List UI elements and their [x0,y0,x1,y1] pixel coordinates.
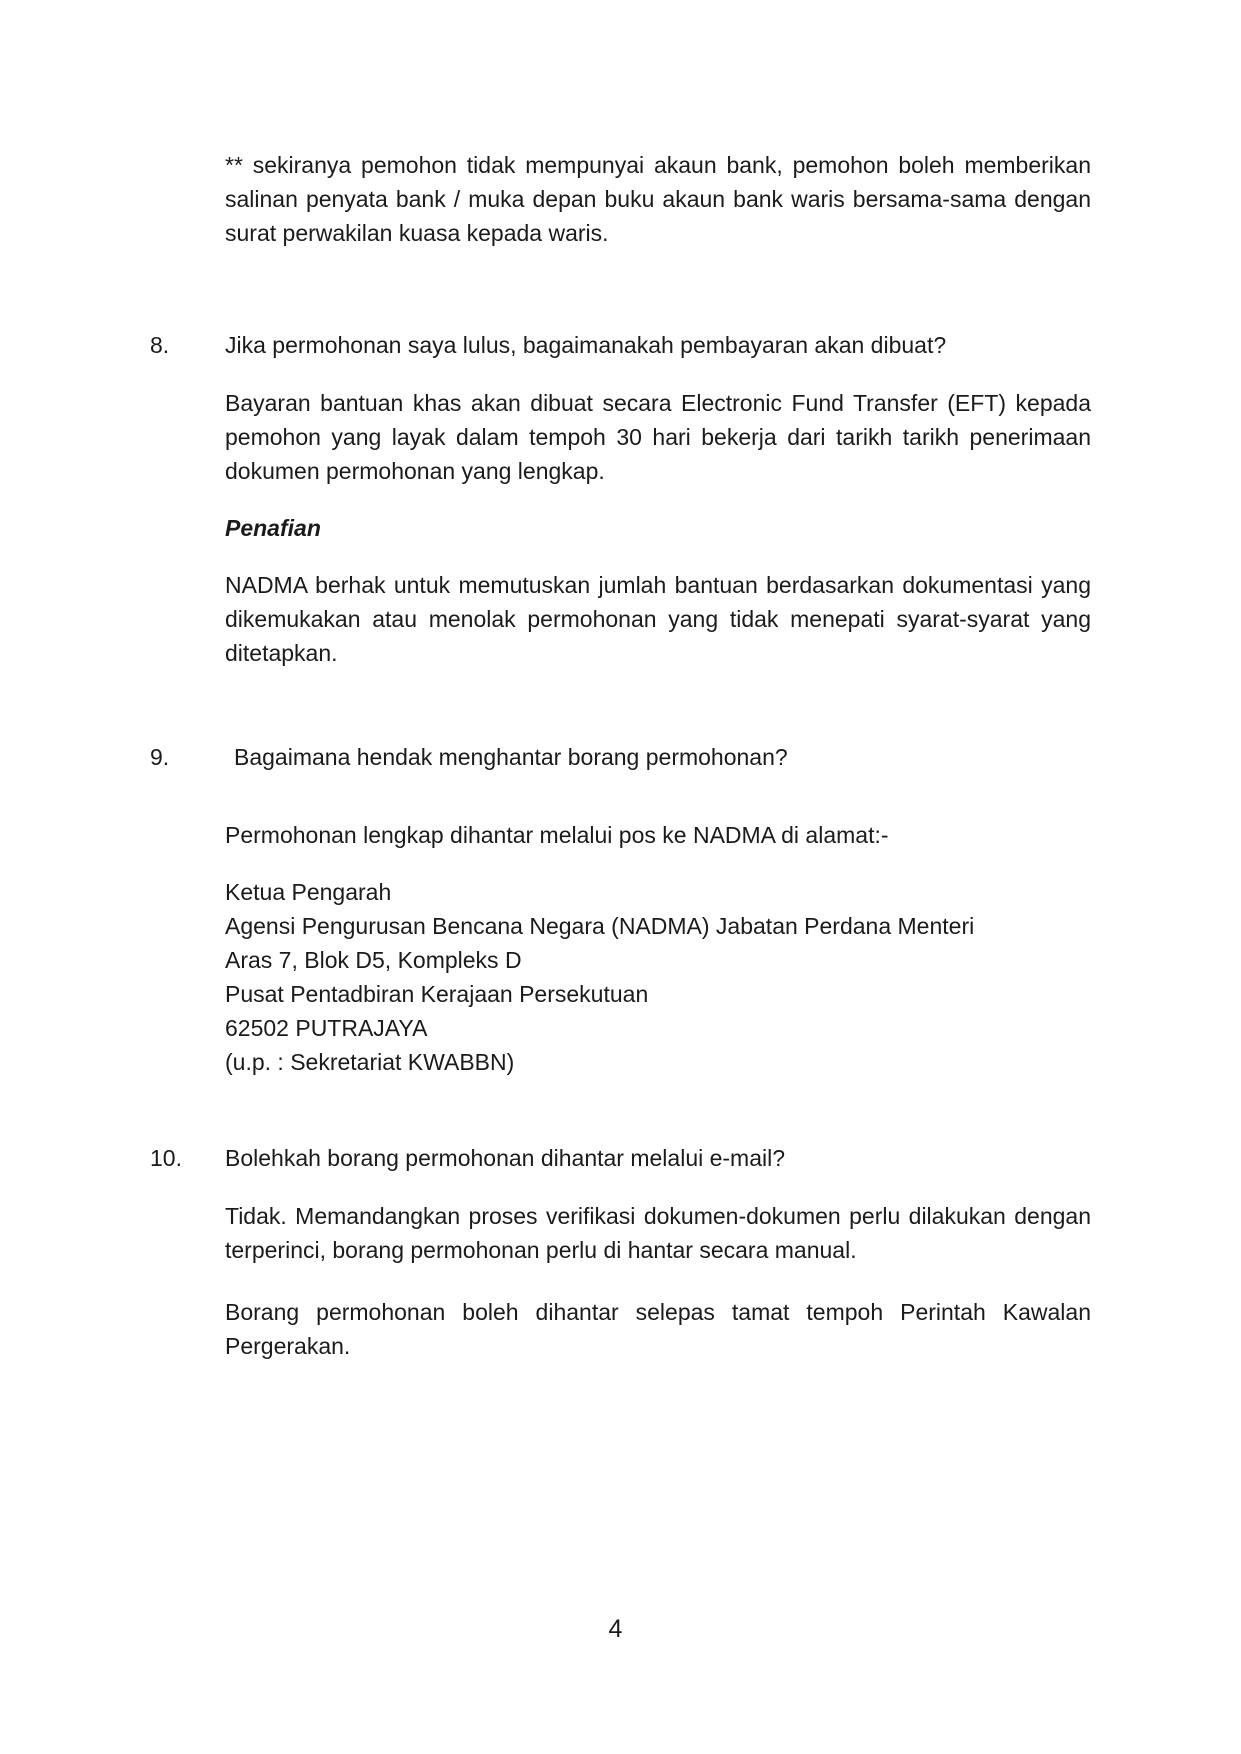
disclaimer-paragraph: NADMA berhak untuk memutuskan jumlah bantuan berdasarkan dokumentasi yang dikemukakan atau menolak permohonan yang tidak menepati syarat-syarat yang ditetapkan. [225,572,1091,666]
mailing-instruction-line: Permohonan lengkap dihantar melalui pos ke NADMA di alamat:- [225,822,889,848]
faq-item-8 [150,328,1091,362]
address-line-agency: Agensi Pengurusan Bencana Negara (NADMA) Jabatan Perdana Menteri [225,913,975,939]
faq-9-number: 9. [150,744,170,770]
faq-9-question: Bagaimana hendak menghantar borang permohonan? [234,744,788,770]
faq-8-answer-paragraph: Bayaran bantuan khas akan dibuat secara Electronic Fund Transfer (EFT) kepada pemohon yang layak dalam tempoh 30 hari bekerja dari tarikh tarikh penerimaan dokumen permohonan yang lengkap. [225,390,1091,484]
address-line-recipient: Ketua Pengarah [225,879,392,905]
address-line-precinct: Pusat Pentadbiran Kerajaan Persekutuan [225,981,649,1007]
disclaimer-heading: Penafian [225,515,321,541]
faq-10-question: Bolehkah borang permohonan dihantar melalui e-mail? [225,1145,786,1171]
faq-8-question: Jika permohonan saya lulus, bagaimanakah pembayaran akan dibuat? [225,332,947,358]
faq-10-number: 10. [150,1145,182,1171]
document-content [150,140,1091,1386]
faq-8-number: 8. [150,332,170,358]
address-line-postcode-city: 62502 PUTRAJAYA [225,1015,428,1041]
faq-item-10 [150,1141,1091,1175]
nadma-address-block [225,875,1091,1079]
faq-10-answer-paragraph-1: Tidak. Memandangkan proses verifikasi dokumen-dokumen perlu dilakukan dengan terperinci, borang permohonan perlu di hantar secara manual. [225,1203,1091,1263]
page-number: 4 [608,1615,623,1643]
address-line-attention: (u.p. : Sekretariat KWABBN) [225,1049,515,1075]
address-line-floor-block: Aras 7, Blok D5, Kompleks D [225,947,522,973]
faq-item-9 [150,740,1091,774]
faq-10-answer-paragraph-2: Borang permohonan boleh dihantar selepas tamat tempoh Perintah Kawalan Pergerakan. [225,1299,1091,1359]
bank-account-note-paragraph: ** sekiranya pemohon tidak mempunyai akaun bank, pemohon boleh memberikan salinan penyata bank / muka depan buku akaun bank waris bersama-sama dengan surat perwakilan kuasa kepada waris. [225,152,1091,246]
